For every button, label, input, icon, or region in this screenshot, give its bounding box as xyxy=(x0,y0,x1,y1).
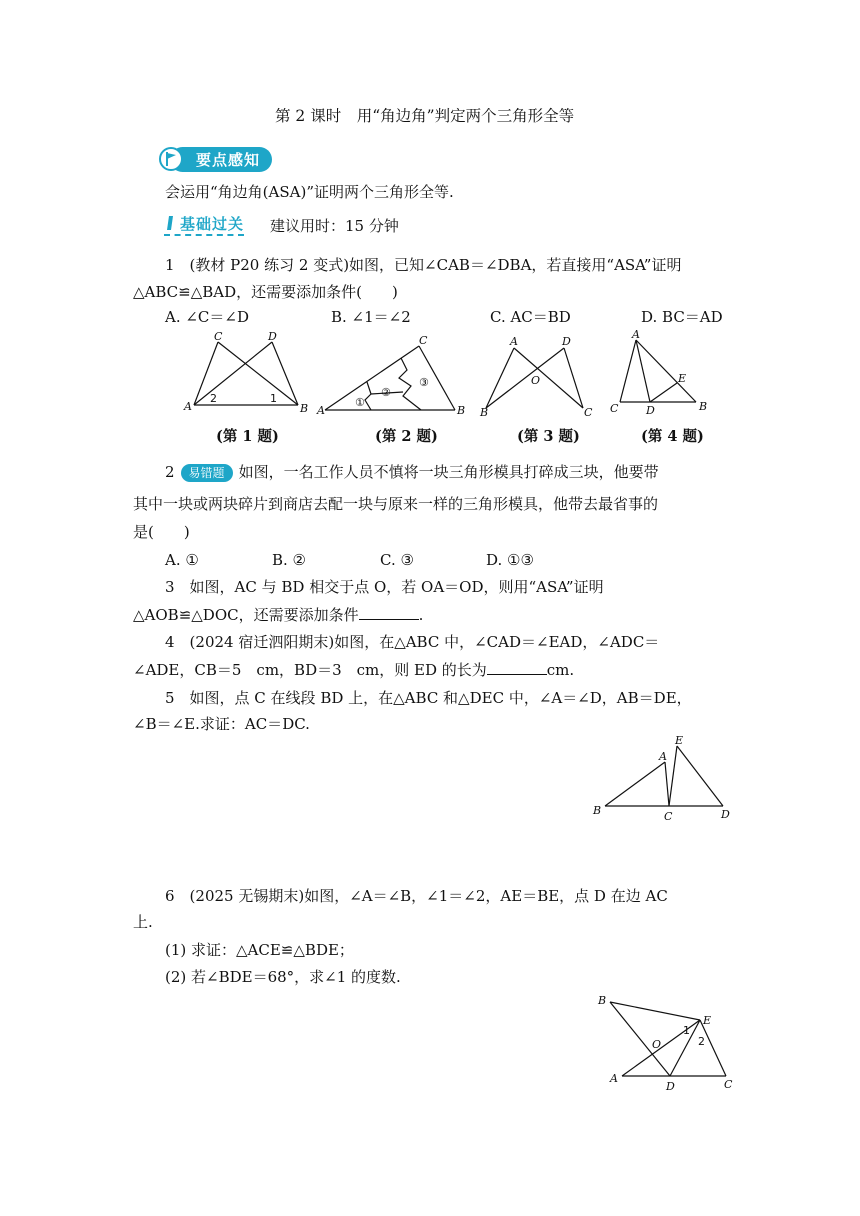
f1-angle-2: 2 xyxy=(210,392,217,405)
f6-label-c: C xyxy=(724,1078,733,1091)
suggested-time: 建议用时：15 分钟 xyxy=(270,217,399,235)
q2-text1: 如图，一名工作人员不慎将一块三角形模具打碎成三块，他要带 xyxy=(238,463,659,481)
f4-label-d: D xyxy=(646,404,655,417)
f4-label-e: E xyxy=(678,372,687,385)
f1-label-c: C xyxy=(214,330,223,343)
q2-line1 xyxy=(165,462,659,482)
q2-option-c: C. ③ xyxy=(380,551,414,569)
f2-piece-3: ③ xyxy=(419,376,429,389)
q6-line2: 上. xyxy=(133,913,153,931)
q3-text: △AOB≌△DOC，还需要添加条件 xyxy=(133,606,359,624)
f1-label-d: D xyxy=(268,330,277,343)
q3-answer-blank[interactable] xyxy=(359,605,419,620)
f4-label-c: C xyxy=(610,402,619,415)
figure-2 xyxy=(315,334,470,420)
f2-piece-2: ② xyxy=(381,386,391,399)
q3-end: . xyxy=(418,606,424,624)
f3-label-b: B xyxy=(480,406,489,419)
f2-piece-1: ① xyxy=(355,396,365,409)
f6-label-e: E xyxy=(703,1014,712,1027)
f1-label-a: A xyxy=(184,400,192,413)
key-points-badge xyxy=(158,145,280,173)
figure-1 xyxy=(180,330,310,420)
q1-option-b: B. ∠1＝∠2 xyxy=(331,308,411,326)
basic-badge xyxy=(164,212,244,236)
q6-part2: (2) 若∠BDE＝68°，求∠1 的度数. xyxy=(165,968,401,986)
flag-icon xyxy=(158,146,184,172)
basic-label: 基础过关 xyxy=(164,213,244,236)
q5-line2: ∠B＝∠E.求证：AC＝DC. xyxy=(133,715,310,733)
q1-option-d: D. BC＝AD xyxy=(641,308,723,326)
f4-label-a: A xyxy=(632,328,640,341)
q4-answer-blank[interactable] xyxy=(487,660,547,675)
q2-line3: 是( ) xyxy=(133,523,190,541)
f5-label-b: B xyxy=(593,804,602,817)
figure-6 xyxy=(592,990,740,1092)
f1-angle-1: 1 xyxy=(270,392,277,405)
f3-label-d: D xyxy=(562,335,571,348)
q4-text: ∠ADE，CB＝5 cm，BD＝3 cm，则 ED 的长为 xyxy=(133,661,487,679)
f6-label-d: D xyxy=(666,1080,675,1092)
pencil-icon xyxy=(164,212,178,232)
f6-angle-2: 2 xyxy=(698,1035,705,1048)
q4-line2 xyxy=(133,660,574,680)
q1-option-a: A. ∠C＝∠D xyxy=(165,308,250,326)
f5-label-d: D xyxy=(721,808,730,821)
q3-line2 xyxy=(133,605,423,625)
f3-label-o: O xyxy=(531,374,541,387)
f3-label-a: A xyxy=(510,335,518,348)
f6-label-o: O xyxy=(652,1038,662,1051)
f5-label-a: A xyxy=(659,750,667,763)
caption-fig3: (第 3 题) xyxy=(517,428,580,445)
caption-fig4: (第 4 题) xyxy=(641,428,704,445)
f2-label-c: C xyxy=(419,334,428,347)
q4-line1: 4 (2024 宿迁泗阳期末)如图，在△ABC 中，∠CAD＝∠EAD，∠ADC＝ xyxy=(165,633,660,651)
f3-label-c: C xyxy=(584,406,593,419)
q2-number: 2 xyxy=(165,463,175,481)
figure-5 xyxy=(585,732,735,824)
q4-end: cm. xyxy=(546,661,575,679)
q5-line1: 5 如图，点 C 在线段 BD 上，在△ABC 和△DEC 中，∠A＝∠D，AB＝DE， xyxy=(165,689,692,707)
q6-line1: 6 (2025 无锡期末)如图，∠A＝∠B，∠1＝∠2，AE＝BE，点 D 在边 AC xyxy=(165,887,668,905)
f2-label-b: B xyxy=(457,404,466,417)
f6-label-a: A xyxy=(610,1072,618,1085)
q1-line1: 1 (教材 P20 练习 2 变式)如图，已知∠CAB＝∠DBA，若直接用“ASA”证明 xyxy=(165,256,682,274)
f6-angle-1: 1 xyxy=(683,1024,690,1037)
f2-label-a: A xyxy=(317,404,325,417)
q2-option-d: D. ①③ xyxy=(486,551,534,569)
key-points-label: 要点感知 xyxy=(170,147,272,172)
caption-fig1: (第 1 题) xyxy=(216,428,279,445)
f5-label-c: C xyxy=(664,810,673,823)
q1-line2: △ABC≌△BAD，还需要添加条件( ) xyxy=(133,283,398,301)
q2-option-b: B. ② xyxy=(272,551,307,569)
q1-option-c: C. AC＝BD xyxy=(490,308,571,326)
page-title: 第 2 课时 用“角边角”判定两个三角形全等 xyxy=(275,107,575,125)
q2-line2: 其中一块或两块碎片到商店去配一块与原来一样的三角形模具，他带去最省事的 xyxy=(133,495,659,513)
f1-label-b: B xyxy=(300,402,309,415)
q2-option-a: A. ① xyxy=(165,551,199,569)
q3-line1: 3 如图，AC 与 BD 相交于点 O，若 OA＝OD，则用“ASA”证明 xyxy=(165,578,604,596)
f5-label-e: E xyxy=(675,734,684,747)
key-point-text: 会运用“角边角(ASA)”证明两个三角形全等. xyxy=(165,183,454,201)
figure-3 xyxy=(478,334,598,420)
caption-fig2: (第 2 题) xyxy=(375,428,438,445)
q6-part1: (1) 求证：△ACE≌△BDE； xyxy=(165,941,354,959)
q2-badge: 易错题 xyxy=(181,464,233,482)
f6-label-b: B xyxy=(598,994,607,1007)
figure-4 xyxy=(606,328,716,420)
f4-label-b: B xyxy=(699,400,708,413)
